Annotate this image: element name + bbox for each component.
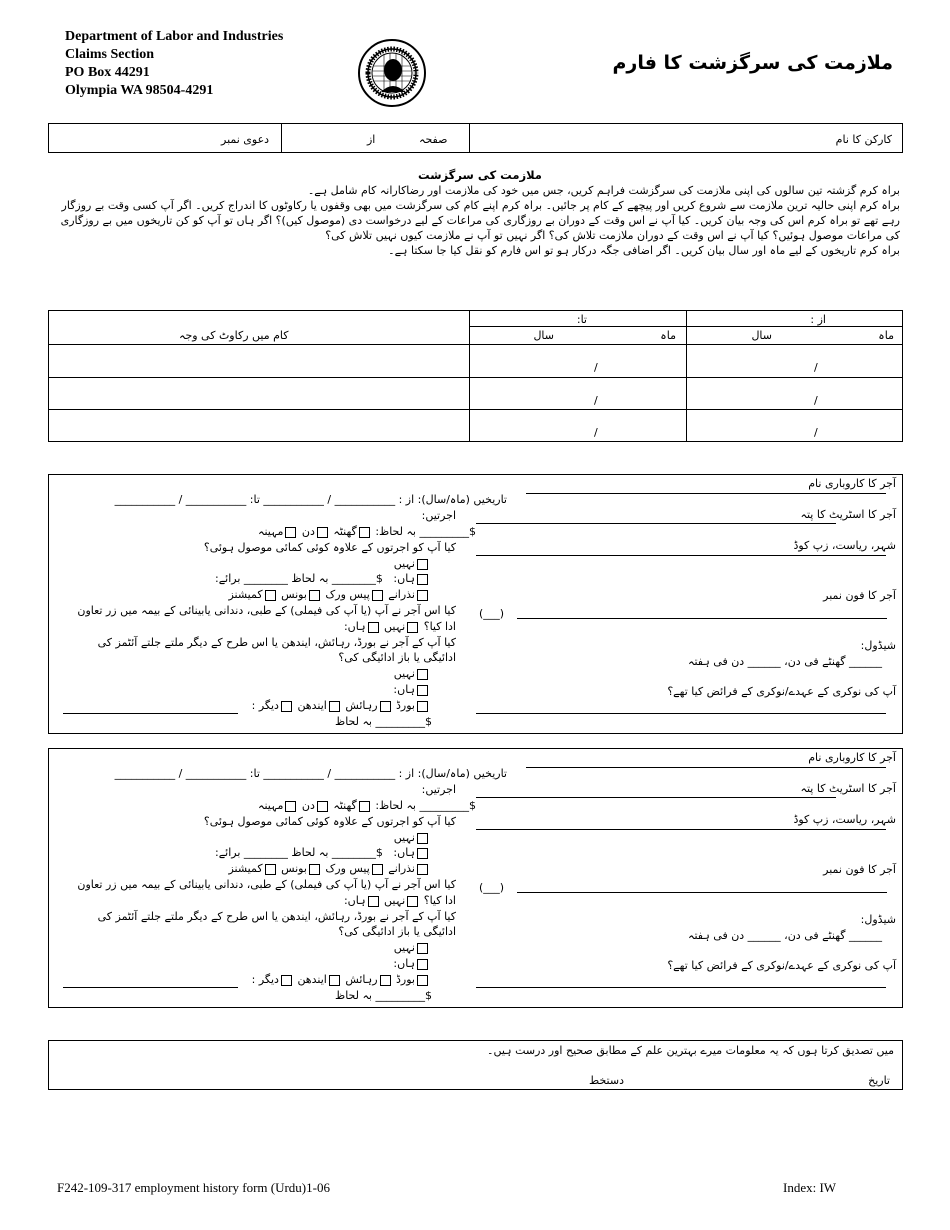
income-no-checkbox[interactable] bbox=[417, 833, 428, 844]
state-seal-icon bbox=[357, 38, 427, 108]
lodging-label: رہائش bbox=[345, 699, 378, 712]
instructions bbox=[60, 168, 900, 258]
duties-label: آپ کی نوکری کے عہدے/نوکری کے فرائض کیا تھے؟ bbox=[667, 685, 896, 698]
reason-field[interactable] bbox=[49, 378, 469, 409]
no-label: نہیں bbox=[393, 831, 415, 844]
to-slash: / bbox=[594, 361, 598, 374]
board-label: بورڈ bbox=[396, 973, 415, 986]
insurance-yes-checkbox[interactable] bbox=[368, 896, 379, 907]
city-label: شہر، ریاست، زپ کوڈ bbox=[793, 539, 896, 552]
wages-label: اجرتیں: bbox=[421, 509, 456, 522]
bonus-label: بونس bbox=[281, 588, 307, 601]
worker-name-label: کارکن کا نام bbox=[835, 133, 892, 146]
hour-checkbox[interactable] bbox=[359, 527, 370, 538]
no-label: نہیں bbox=[393, 557, 415, 570]
piece-work-label: پیس ورک bbox=[325, 862, 370, 875]
insurance-no-checkbox[interactable] bbox=[407, 896, 418, 907]
other-checkbox[interactable] bbox=[281, 975, 292, 986]
yes-label: ہاں: bbox=[393, 846, 415, 859]
dates-label[interactable]: تاریخیں (ماہ/سال): از : ___________ / ___________ تا: ___________ / ___________ bbox=[114, 767, 507, 780]
board-amount-field[interactable]: $_________ بہ لحاظ bbox=[335, 715, 432, 728]
board-no-row bbox=[394, 941, 430, 954]
dept-line-1: Department of Labor and Industries bbox=[65, 29, 284, 44]
city-label: شہر، ریاست، زپ کوڈ bbox=[793, 813, 896, 826]
form-id: F242-109-317 employment history form (Urdu)1-06 bbox=[57, 1180, 330, 1195]
other-income-question: کیا آپ کو اجرتوں کے علاوہ کوئی کمائی موصول ہوئی؟ bbox=[203, 541, 456, 554]
commission-checkbox[interactable] bbox=[265, 590, 276, 601]
day-checkbox[interactable] bbox=[317, 801, 328, 812]
certification-box bbox=[48, 1040, 903, 1090]
tips-label: نذرانے bbox=[388, 588, 415, 601]
income-yes-row bbox=[215, 572, 430, 585]
board-yes-row bbox=[393, 683, 430, 696]
other-label: دیگر : bbox=[251, 973, 279, 986]
other-income-question: کیا آپ کو اجرتوں کے علاوہ کوئی کمائی موصول ہوئی؟ bbox=[203, 815, 456, 828]
insurance-yes-checkbox[interactable] bbox=[368, 622, 379, 633]
fuel-checkbox[interactable] bbox=[329, 975, 340, 986]
board-amount-field[interactable]: $_________ بہ لحاظ bbox=[335, 989, 432, 1002]
from-year-header: سال bbox=[751, 329, 772, 342]
phone-label: آجر کا فون نمبر bbox=[823, 863, 896, 876]
from-month-header: ماہ bbox=[878, 329, 894, 342]
tips-checkbox[interactable] bbox=[417, 590, 428, 601]
street-label: آجر کا اسٹریٹ کا پتہ bbox=[800, 782, 896, 795]
yes-label: ہاں: bbox=[343, 894, 366, 907]
date-field[interactable] bbox=[669, 1063, 849, 1087]
board-no-checkbox[interactable] bbox=[417, 669, 428, 680]
piece-work-checkbox[interactable] bbox=[372, 864, 383, 875]
yes-label: ہاں: bbox=[343, 620, 366, 633]
dept-line-4: Olympia WA 98504-4291 bbox=[65, 83, 214, 98]
bonus-label: بونس bbox=[281, 862, 307, 875]
work-gap-table bbox=[48, 310, 903, 442]
to-year-header: سال bbox=[533, 329, 554, 342]
to-slash: / bbox=[594, 394, 598, 407]
no-label: نہیں bbox=[393, 941, 415, 954]
instructions-heading: ملازمت کی سرگزشت bbox=[418, 168, 542, 182]
board-no-checkbox[interactable] bbox=[417, 943, 428, 954]
other-label: دیگر : bbox=[251, 699, 279, 712]
day-checkbox[interactable] bbox=[317, 527, 328, 538]
board-question: کیا آپ کے آجر نے بورڈ، رہائش، ایندھن یا اس طرح کے دیگر ملتے جلتے آئٹمز کی bbox=[97, 910, 456, 923]
no-label: نہیں bbox=[393, 667, 415, 680]
phone-label: آجر کا فون نمبر bbox=[823, 589, 896, 602]
schedule-line[interactable]: ______ گھنٹے فی دن، ______ دن فی ہفتہ bbox=[688, 655, 882, 668]
lodging-checkbox[interactable] bbox=[380, 975, 391, 986]
income-amount-field[interactable]: $________ بہ لحاظ ________ برائے: bbox=[215, 572, 383, 585]
commission-checkbox[interactable] bbox=[265, 864, 276, 875]
commission-label: کمیشنز bbox=[228, 588, 263, 601]
employer-section bbox=[48, 748, 903, 1008]
street-field[interactable] bbox=[476, 523, 836, 524]
certification-statement: میں تصدیق کرتا ہوں کہ یہ معلومات میرے بہترین علم کے مطابق صحیح اور درست ہیں۔ bbox=[487, 1044, 894, 1057]
reason-header: کام میں رکاوٹ کی وجہ bbox=[179, 329, 289, 342]
instructions-p3: براہ کرم تاریخوں کے لیے ماہ اور سال بیان کریں۔ اگر اضافی جگہ درکار ہو تو اس فارم کو نقل کیا جا سکتا ہے۔ bbox=[388, 244, 900, 257]
bonus-checkbox[interactable] bbox=[309, 590, 320, 601]
piece-work-label: پیس ورک bbox=[325, 588, 370, 601]
insurance-question-end: ادا کیا؟ bbox=[423, 620, 456, 633]
month-label: مہینہ bbox=[258, 525, 284, 538]
day-label: دن bbox=[301, 525, 315, 538]
to-month-header: ماہ bbox=[660, 329, 676, 342]
business-name-field[interactable] bbox=[526, 493, 886, 494]
other-checkbox[interactable] bbox=[281, 701, 292, 712]
board-question-end: ادائیگی یا باز ادائیگی کی؟ bbox=[338, 651, 456, 664]
claim-number-label: دعوی نمبر bbox=[221, 133, 270, 146]
schedule-label: شیڈول: bbox=[860, 913, 896, 926]
hour-checkbox[interactable] bbox=[359, 801, 370, 812]
signature-label: دستخط bbox=[589, 1074, 624, 1087]
from-slash: / bbox=[814, 394, 818, 407]
hour-label: گھنٹہ bbox=[333, 799, 357, 812]
wages-label: اجرتیں: bbox=[421, 783, 456, 796]
claim-number-field[interactable] bbox=[55, 128, 215, 148]
to-header: تا: bbox=[576, 313, 587, 326]
insurance-answer-row bbox=[344, 620, 456, 633]
from-header: از : bbox=[810, 313, 826, 326]
commission-label: کمیشنز bbox=[228, 862, 263, 875]
city-field[interactable] bbox=[476, 555, 886, 556]
no-label: نہیں bbox=[384, 894, 406, 907]
page-label: صفحہ bbox=[419, 133, 448, 146]
instructions-p1: براہ کرم گزشتہ تین سالوں کی اپنی ملازمت کی سرگزشت فراہم کریں، جس میں خود کی ملازمت اور رضاکارانہ کام شامل ہے۔ bbox=[307, 184, 900, 197]
city-field[interactable] bbox=[476, 829, 886, 830]
reason-field[interactable] bbox=[49, 345, 469, 376]
duties-field[interactable] bbox=[476, 987, 886, 988]
fuel-checkbox[interactable] bbox=[329, 701, 340, 712]
duties-label: آپ کی نوکری کے عہدے/نوکری کے فرائض کیا تھے؟ bbox=[667, 959, 896, 972]
street-label: آجر کا اسٹریٹ کا پتہ bbox=[800, 508, 896, 521]
department-address bbox=[65, 28, 283, 100]
board-yes-checkbox[interactable] bbox=[417, 959, 428, 970]
board-checkbox[interactable] bbox=[417, 701, 428, 712]
board-question-end: ادائیگی یا باز ادائیگی کی؟ bbox=[338, 925, 456, 938]
lodging-label: رہائش bbox=[345, 973, 378, 986]
month-checkbox[interactable] bbox=[285, 801, 296, 812]
insurance-question-end: ادا کیا؟ bbox=[423, 894, 456, 907]
phone-field[interactable] bbox=[517, 618, 887, 619]
date-label: تاریخ bbox=[868, 1074, 890, 1087]
business-name-field[interactable] bbox=[526, 767, 886, 768]
business-name-label: آجر کا کاروباری نام bbox=[808, 751, 896, 764]
phone-area-code[interactable]: (___) bbox=[479, 607, 505, 620]
insurance-question: کیا اس آجر نے آپ (یا آپ کی فیملی) کے طبی، دندانی یابینائی کے بیمہ میں زر تعاون bbox=[77, 604, 456, 617]
dept-line-3: PO Box 44291 bbox=[65, 65, 150, 80]
index-code: Index: IW bbox=[783, 1180, 837, 1195]
employer-section bbox=[48, 474, 903, 734]
wage-amount-field[interactable]: $_________ بہ لحاظ: bbox=[375, 799, 476, 812]
wage-rate-row bbox=[258, 525, 476, 538]
other-field[interactable] bbox=[63, 987, 238, 988]
schedule-label: شیڈول: bbox=[860, 639, 896, 652]
month-label: مہینہ bbox=[258, 799, 284, 812]
income-no-checkbox[interactable] bbox=[417, 559, 428, 570]
reason-field[interactable] bbox=[49, 410, 469, 441]
lodging-checkbox[interactable] bbox=[380, 701, 391, 712]
duties-field[interactable] bbox=[476, 713, 886, 714]
page-of-label: از bbox=[367, 133, 376, 146]
phone-area-code[interactable]: (___) bbox=[479, 881, 505, 894]
income-type-row bbox=[228, 588, 430, 601]
income-amount-field[interactable]: $________ بہ لحاظ ________ برائے: bbox=[215, 846, 383, 859]
wage-amount-field[interactable]: $_________ بہ لحاظ: bbox=[375, 525, 476, 538]
insurance-question: کیا اس آجر نے آپ (یا آپ کی فیملی) کے طبی، دندانی یابینائی کے بیمہ میں زر تعاون bbox=[77, 878, 456, 891]
tips-label: نذرانے bbox=[388, 862, 415, 875]
month-checkbox[interactable] bbox=[285, 527, 296, 538]
income-no-row bbox=[394, 557, 430, 570]
worker-info-row bbox=[48, 123, 903, 153]
yes-label: ہاں: bbox=[393, 572, 415, 585]
no-label: نہیں bbox=[384, 620, 406, 633]
wage-rate-row bbox=[258, 799, 476, 812]
instructions-p2: براہ کرم اپنی حالیہ ترین ملازمت سے شروع کریں اور پیچھے کے کام پر جائیں۔ براہ کرم اپنے کام کی سرگزشت میں بھی وقفوں یا رکاوٹوں کا اندراج کریں۔ اگر آپ کسی وقت بے روزگار رہے تھے تو براہ کرم اس کی وجہ بیان کریں۔ کیا آپ نے اس وقت کے دوران بے روزگاری کی مراعات کے لیے درخواست دی (موصول کیں)؟ اگر ہاں تو آپ کو کن تاریخوں میں بے روزگاری کی مراعات موصول ہوئیں؟ کیا آپ نے اس وقت کے دوران ملازمت تلاش کی؟ اگر نہیں تو آپ نے ملازمت کیوں نہیں تلاش کی؟ bbox=[60, 199, 900, 242]
from-slash: / bbox=[814, 361, 818, 374]
to-slash: / bbox=[594, 426, 598, 439]
hour-label: گھنٹہ bbox=[333, 525, 357, 538]
income-no-row bbox=[394, 831, 430, 844]
day-label: دن bbox=[301, 799, 315, 812]
tips-checkbox[interactable] bbox=[417, 864, 428, 875]
board-type-row bbox=[252, 973, 430, 986]
signature-field[interactable] bbox=[59, 1063, 579, 1087]
fuel-label: ایندھن bbox=[297, 699, 327, 712]
other-field[interactable] bbox=[63, 713, 238, 714]
form-title: ملازمت کی سرگزشت کا فارم bbox=[612, 52, 893, 74]
bonus-checkbox[interactable] bbox=[309, 864, 320, 875]
income-type-row bbox=[228, 862, 430, 875]
board-question: کیا آپ کے آجر نے بورڈ، رہائش، ایندھن یا اس طرح کے دیگر ملتے جلتے آئٹمز کی bbox=[97, 636, 456, 649]
income-yes-checkbox[interactable] bbox=[417, 574, 428, 585]
from-slash: / bbox=[814, 426, 818, 439]
phone-field[interactable] bbox=[517, 892, 887, 893]
board-yes-checkbox[interactable] bbox=[417, 685, 428, 696]
dates-label[interactable]: تاریخیں (ماہ/سال): از : ___________ / ___________ تا: ___________ / ___________ bbox=[114, 493, 507, 506]
dept-line-2: Claims Section bbox=[65, 47, 155, 62]
board-no-row bbox=[394, 667, 430, 680]
business-name-label: آجر کا کاروباری نام bbox=[808, 477, 896, 490]
board-label: بورڈ bbox=[396, 699, 415, 712]
insurance-answer-row bbox=[344, 894, 456, 907]
yes-label: ہاں: bbox=[393, 957, 415, 970]
board-type-row bbox=[252, 699, 430, 712]
income-yes-checkbox[interactable] bbox=[417, 848, 428, 859]
insurance-no-checkbox[interactable] bbox=[407, 622, 418, 633]
board-checkbox[interactable] bbox=[417, 975, 428, 986]
piece-work-checkbox[interactable] bbox=[372, 590, 383, 601]
board-yes-row bbox=[393, 957, 430, 970]
schedule-line[interactable]: ______ گھنٹے فی دن، ______ دن فی ہفتہ bbox=[688, 929, 882, 942]
street-field[interactable] bbox=[476, 797, 836, 798]
yes-label: ہاں: bbox=[393, 683, 415, 696]
fuel-label: ایندھن bbox=[297, 973, 327, 986]
income-yes-row bbox=[215, 846, 430, 859]
